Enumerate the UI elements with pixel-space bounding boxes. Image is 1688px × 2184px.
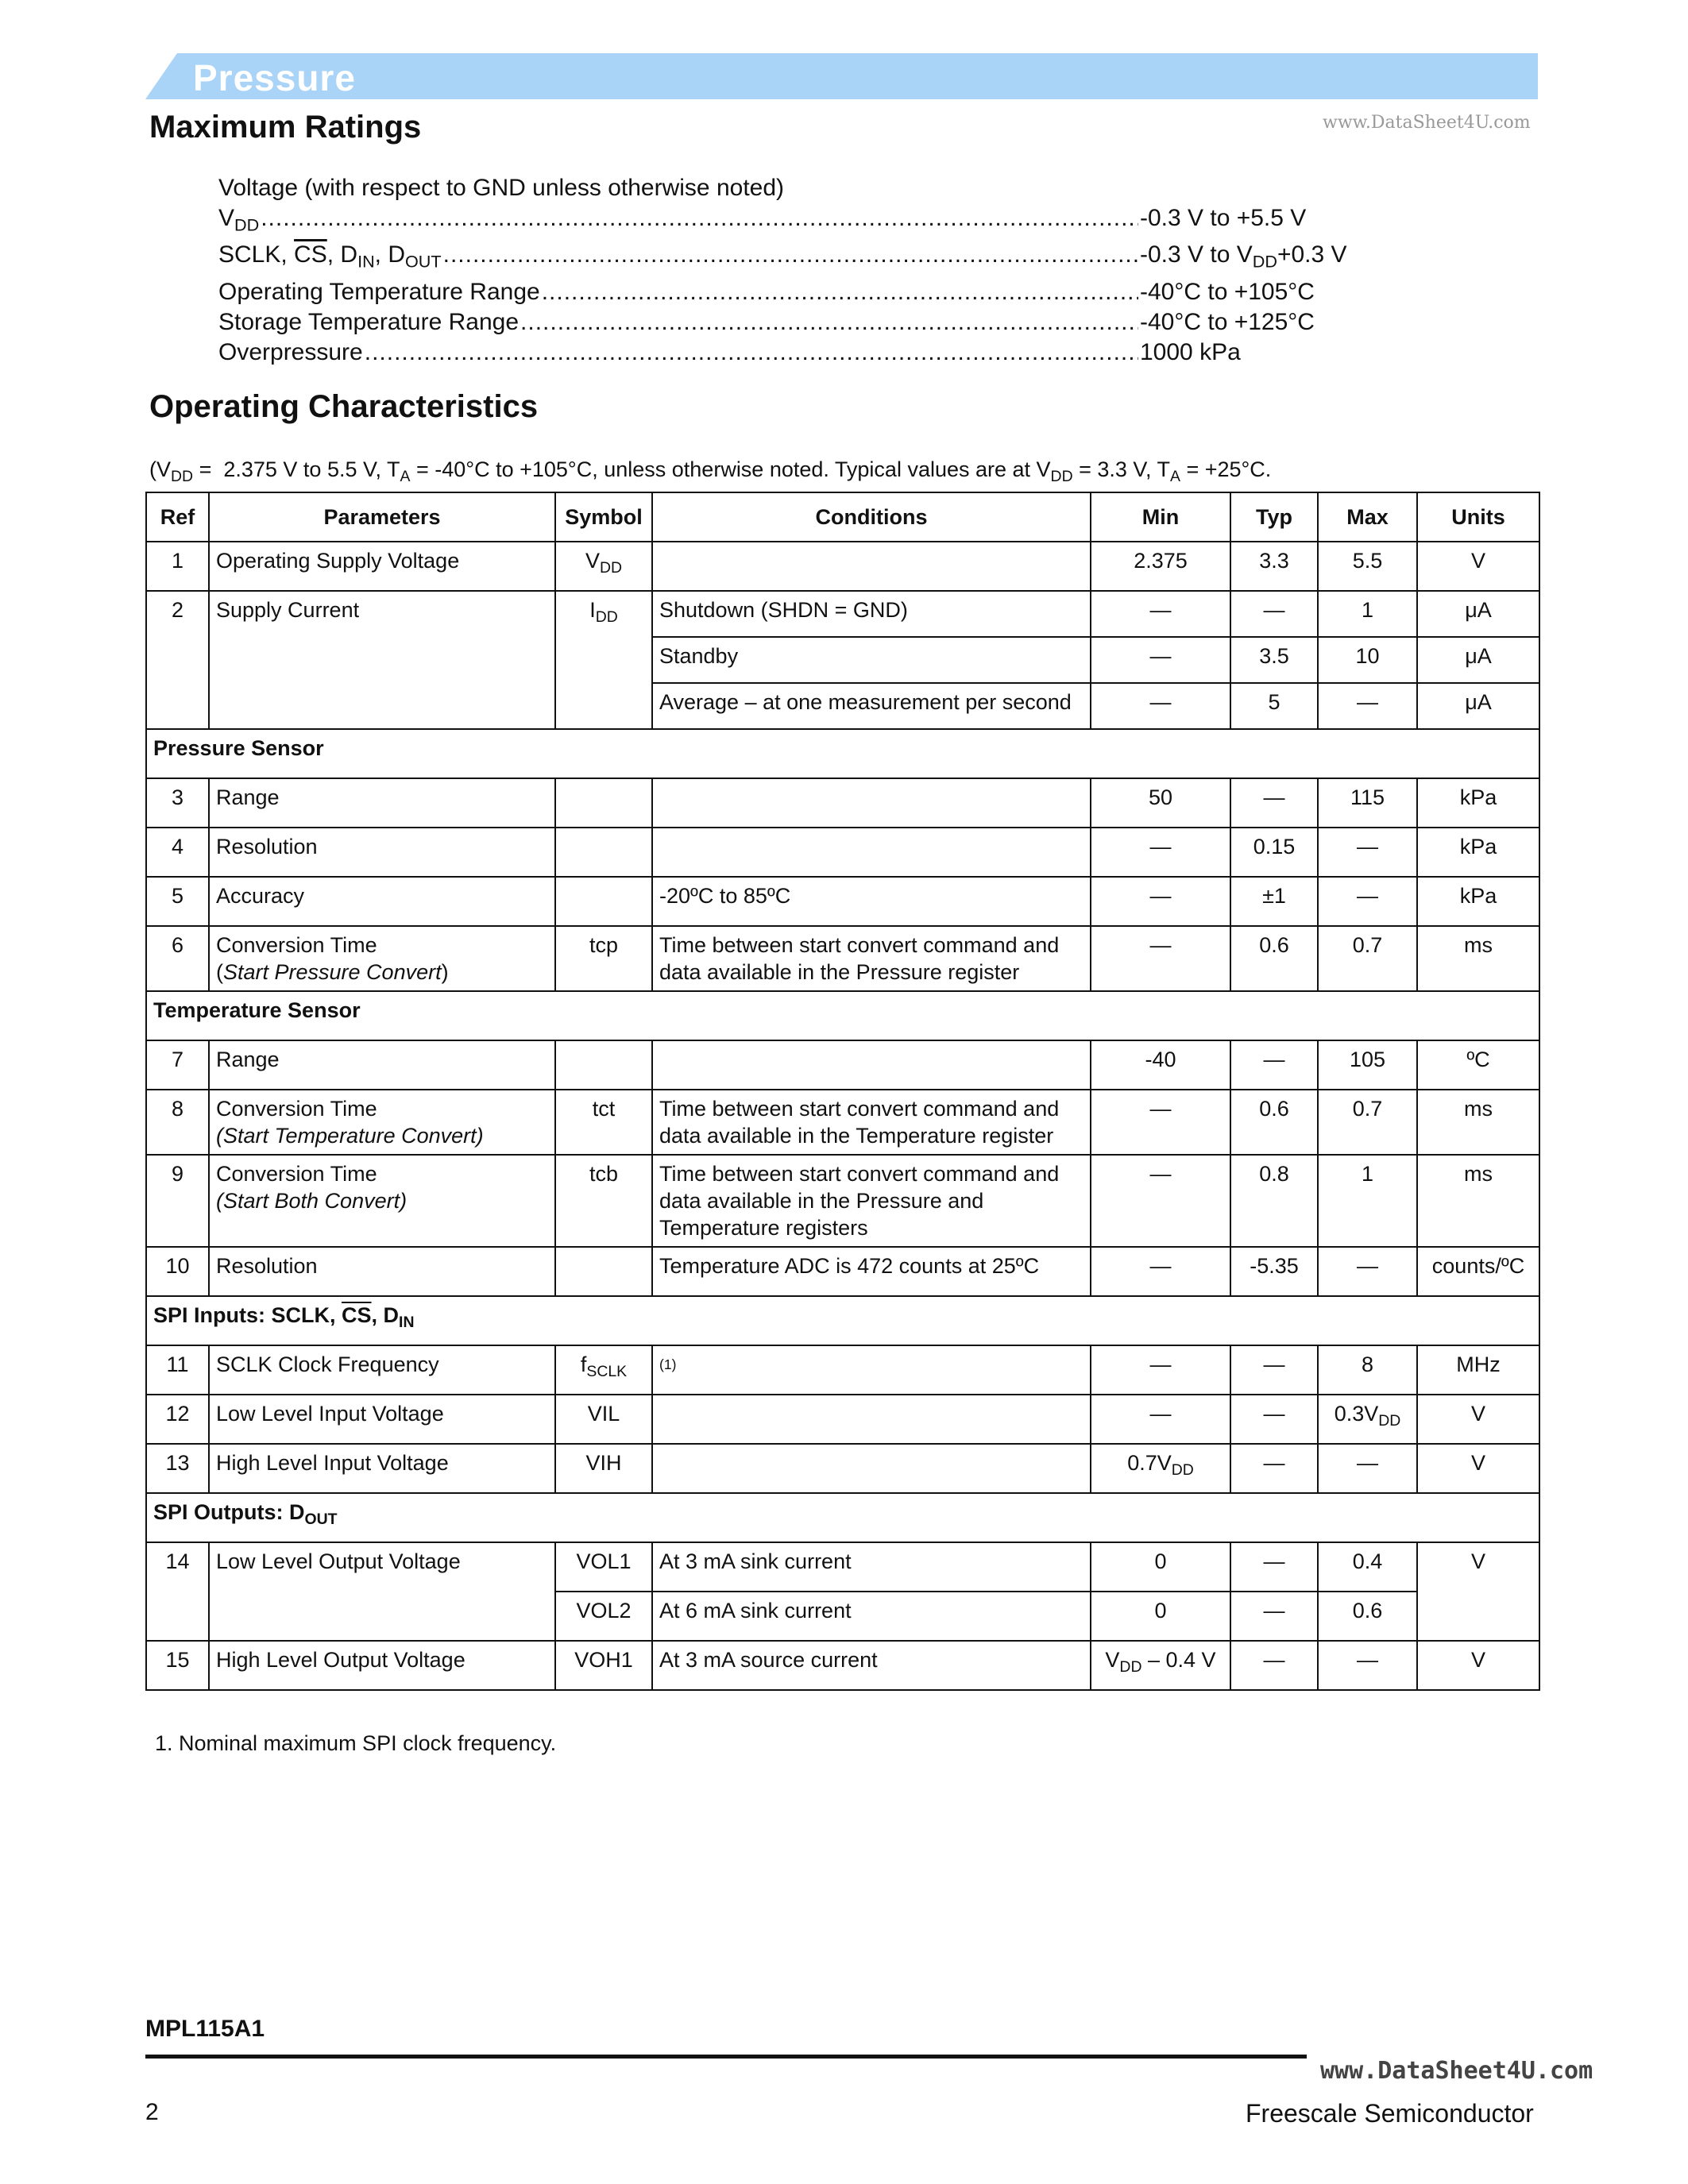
cell-cond: At 3 mA sink current: [652, 1542, 1091, 1592]
cell-typ: —: [1230, 1641, 1318, 1690]
cell-typ: 5: [1230, 683, 1318, 729]
param-subtitle: (Start Temperature Convert): [216, 1124, 484, 1148]
table-row: [146, 591, 1539, 637]
cell-max: —: [1318, 877, 1417, 926]
cell-min: —: [1091, 877, 1230, 926]
header-row: [146, 492, 1539, 542]
rating-row: [218, 277, 1378, 307]
cell-typ: 0.15: [1230, 828, 1318, 877]
cell-symbol: VIL: [555, 1395, 652, 1444]
param-subtitle: (Start Pressure Convert): [216, 960, 449, 984]
cell-typ: —: [1230, 1592, 1318, 1641]
rating-value: -40°C to +105°C: [1140, 278, 1315, 305]
cell-units: V: [1417, 1542, 1539, 1641]
cell-param: [209, 1155, 555, 1247]
rating-row: [218, 338, 1378, 368]
cell-symbol: [555, 1040, 652, 1090]
rating-label: Overpressure: [218, 338, 363, 365]
max-ratings-list: [218, 173, 1378, 368]
cell-ref: 7: [146, 1040, 209, 1090]
cell-symbol: tct: [555, 1090, 652, 1155]
param-name: Conversion Time: [216, 1162, 377, 1186]
cell-cond: Time between start convert command and data available in the Pressure register: [652, 926, 1091, 991]
rating-row: [218, 307, 1378, 338]
cell-min: —: [1091, 1155, 1230, 1247]
cell-cond: Shutdown (SHDN = GND): [652, 591, 1091, 637]
rating-value: 1000 kPa: [1140, 338, 1241, 365]
cell-ref: 11: [146, 1345, 209, 1395]
param-subtitle: (Start Both Convert): [216, 1189, 408, 1213]
cell-cond: [652, 1395, 1091, 1444]
table-row: [146, 1090, 1539, 1155]
operating-characteristics-table: [145, 492, 1540, 1691]
table-row: [146, 1345, 1539, 1395]
cell-min: —: [1091, 637, 1230, 683]
cell-units: V: [1417, 1641, 1539, 1690]
table-row: [146, 1395, 1539, 1444]
cell-cond: Time between start convert command and data available in the Temperature register: [652, 1090, 1091, 1155]
param-subtitle-text: Start Pressure Convert: [223, 960, 442, 984]
cell-ref: 12: [146, 1395, 209, 1444]
cell-min: $0.7V_{DD}$: [1091, 1444, 1230, 1493]
cell-param: High Level Output Voltage: [209, 1641, 555, 1690]
section-label: SPI Outputs: $D_{OUT}$: [146, 1493, 1539, 1542]
cell-max: 105: [1318, 1040, 1417, 1090]
cell-symbol: tcp: [555, 926, 652, 991]
cell-min: —: [1091, 828, 1230, 877]
watermark-top: www.DataSheet4U.com: [1323, 113, 1531, 133]
cell-symbol: VOL2: [555, 1592, 652, 1641]
section-label: SPI Inputs: SCLK, $\overline{CS}$, $D_{IN}$: [146, 1296, 1539, 1345]
rating-value: -40°C to +125°C: [1140, 308, 1315, 335]
cell-max: 1: [1318, 591, 1417, 637]
cell-cond: [652, 828, 1091, 877]
cell-symbol: VIH: [555, 1444, 652, 1493]
cell-typ: —: [1230, 1444, 1318, 1493]
watermark-bottom: www.DataSheet4U.com: [1320, 2057, 1593, 2085]
table-row: [146, 877, 1539, 926]
cell-units: ms: [1417, 1090, 1539, 1155]
max-ratings-heading: Maximum Ratings: [149, 110, 422, 145]
cell-typ: 3.5: [1230, 637, 1318, 683]
cell-ref: 13: [146, 1444, 209, 1493]
cell-units: kPa: [1417, 828, 1539, 877]
cell-symbol: $V_{DD}$: [555, 542, 652, 591]
table-row: [146, 1641, 1539, 1690]
table-row: [146, 778, 1539, 828]
cell-units: kPa: [1417, 778, 1539, 828]
cell-param: Range: [209, 778, 555, 828]
cell-max: 0.7: [1318, 1090, 1417, 1155]
cell-cond: Average – at one measurement per second: [652, 683, 1091, 729]
cell-min: —: [1091, 1247, 1230, 1296]
col-header: Parameters: [209, 492, 555, 542]
cell-ref: 15: [146, 1641, 209, 1690]
cell-min: —: [1091, 591, 1230, 637]
cell-units: V: [1417, 542, 1539, 591]
cell-max: 5.5: [1318, 542, 1417, 591]
cell-units: ºC: [1417, 1040, 1539, 1090]
table-row: [146, 542, 1539, 591]
cell-typ: ±1: [1230, 877, 1318, 926]
section-title: Pressure: [193, 57, 356, 98]
cell-max: —: [1318, 683, 1417, 729]
rating-value: -0.3 V to +5.5 V: [1140, 205, 1307, 231]
cell-units: μA: [1417, 683, 1539, 729]
cell-cond: [652, 778, 1091, 828]
cell-typ: —: [1230, 1542, 1318, 1592]
section-row: [146, 991, 1539, 1040]
cell-ref: 10: [146, 1247, 209, 1296]
cell-ref: 5: [146, 877, 209, 926]
cell-cond: [652, 1345, 1091, 1395]
section-row: [146, 729, 1539, 778]
company-name: Freescale Semiconductor: [1246, 2099, 1534, 2128]
cell-typ: 0.8: [1230, 1155, 1318, 1247]
section-label: Pressure Sensor: [146, 729, 1539, 778]
cell-ref: 4: [146, 828, 209, 877]
cell-param: SCLK Clock Frequency: [209, 1345, 555, 1395]
cell-param: Resolution: [209, 1247, 555, 1296]
cell-symbol: tcb: [555, 1155, 652, 1247]
cell-cond: At 6 mA sink current: [652, 1592, 1091, 1641]
footnote: 1. Nominal maximum SPI clock frequency.: [155, 1731, 557, 1755]
cell-param: Resolution: [209, 828, 555, 877]
cell-ref: 9: [146, 1155, 209, 1247]
cell-min: $V_{DD} - 0.4$ V: [1091, 1641, 1230, 1690]
cell-ref: 1: [146, 542, 209, 591]
cell-symbol: VOL1: [555, 1542, 652, 1592]
table-row: [146, 1444, 1539, 1493]
section-row: [146, 1296, 1539, 1345]
cell-param: Range: [209, 1040, 555, 1090]
cell-units: μA: [1417, 591, 1539, 637]
cell-param: Accuracy: [209, 877, 555, 926]
cell-cond: [652, 1040, 1091, 1090]
rating-label: $V_{DD}$: [218, 205, 260, 235]
footer-rule: [145, 2055, 1307, 2059]
col-header: Ref: [146, 492, 209, 542]
table-row: [146, 926, 1539, 991]
cell-typ: —: [1230, 778, 1318, 828]
cell-symbol: [555, 1247, 652, 1296]
ratings-intro: Voltage (with respect to GND unless otherwise noted): [218, 175, 785, 201]
rating-value: -0.3 V to $V_{DD}+0.3$ V: [1140, 241, 1347, 272]
cell-ref: 8: [146, 1090, 209, 1155]
cell-max: 1: [1318, 1155, 1417, 1247]
cell-symbol: [555, 828, 652, 877]
param-name: Conversion Time: [216, 933, 377, 957]
cell-ref: 3: [146, 778, 209, 828]
cell-max: —: [1318, 828, 1417, 877]
cell-min: —: [1091, 926, 1230, 991]
cell-param: [209, 926, 555, 991]
cell-max: —: [1318, 1444, 1417, 1493]
cell-param: Operating Supply Voltage: [209, 542, 555, 591]
col-header: Max: [1318, 492, 1417, 542]
cell-typ: 3.3: [1230, 542, 1318, 591]
cell-min: 2.375: [1091, 542, 1230, 591]
cell-typ: —: [1230, 1040, 1318, 1090]
cell-typ: —: [1230, 1395, 1318, 1444]
cell-min: —: [1091, 1090, 1230, 1155]
cell-max: 0.7: [1318, 926, 1417, 991]
cell-max: $0.3V_{DD}$: [1318, 1395, 1417, 1444]
cell-typ: 0.6: [1230, 1090, 1318, 1155]
cell-symbol: [555, 778, 652, 828]
conditions-note: ($V_{DD} = 2.375$ V to 5.5 V, $T_A = -40^\circ C$ to +105°C, unless otherwise noted. Typical values are at $V_{DD} = 3.3$ V, $T_A = +25^\circ C$.: [149, 457, 1272, 485]
col-header: Symbol: [555, 492, 652, 542]
cell-min: 0: [1091, 1542, 1230, 1592]
col-header: Units: [1417, 492, 1539, 542]
cell-max: 0.6: [1318, 1592, 1417, 1641]
cell-units: V: [1417, 1395, 1539, 1444]
table-row: [146, 1542, 1539, 1592]
cell-max: 115: [1318, 778, 1417, 828]
param-name: Conversion Time: [216, 1097, 377, 1121]
cell-cond: At 3 mA source current: [652, 1641, 1091, 1690]
cell-ref: 2: [146, 591, 209, 729]
cell-typ: -5.35: [1230, 1247, 1318, 1296]
page-number: 2: [145, 2099, 159, 2125]
cell-min: -40: [1091, 1040, 1230, 1090]
cell-units: counts/ºC: [1417, 1247, 1539, 1296]
table-row: [146, 1040, 1539, 1090]
table-row: [146, 828, 1539, 877]
cell-units: ms: [1417, 1155, 1539, 1247]
cell-cond: Standby: [652, 637, 1091, 683]
cell-typ: —: [1230, 591, 1318, 637]
cell-typ: 0.6: [1230, 926, 1318, 991]
cell-max: 0.4: [1318, 1542, 1417, 1592]
section-label: Temperature Sensor: [146, 991, 1539, 1040]
cell-symbol: $f_{SCLK}$: [555, 1345, 652, 1395]
table-row: [146, 1247, 1539, 1296]
cell-ref: 14: [146, 1542, 209, 1641]
banner-notch: [145, 53, 177, 99]
cell-param: [209, 1090, 555, 1155]
cell-max: 10: [1318, 637, 1417, 683]
table-row: [146, 1155, 1539, 1247]
cell-typ: —: [1230, 1345, 1318, 1395]
cell-min: —: [1091, 683, 1230, 729]
cell-units: ms: [1417, 926, 1539, 991]
cell-units: V: [1417, 1444, 1539, 1493]
cell-min: 0: [1091, 1592, 1230, 1641]
cell-symbol: [555, 877, 652, 926]
op-char-heading: Operating Characteristics: [149, 389, 539, 424]
cell-param: Low Level Output Voltage: [209, 1542, 555, 1641]
cell-max: —: [1318, 1247, 1417, 1296]
cell-min: 50: [1091, 778, 1230, 828]
cell-param: Supply Current: [209, 591, 555, 729]
col-header: Conditions: [652, 492, 1091, 542]
footnote-ref: (1): [659, 1356, 677, 1372]
cell-min: —: [1091, 1345, 1230, 1395]
col-header: Min: [1091, 492, 1230, 542]
cell-units: MHz: [1417, 1345, 1539, 1395]
cell-param: High Level Input Voltage: [209, 1444, 555, 1493]
cell-symbol: $I_{DD}$: [555, 591, 652, 729]
rating-row: [218, 240, 1378, 276]
cell-cond: Time between start convert command and data available in the Pressure and Temperature registers: [652, 1155, 1091, 1247]
rating-label: Storage Temperature Range: [218, 308, 520, 335]
cell-units: μA: [1417, 637, 1539, 683]
cell-max: 8: [1318, 1345, 1417, 1395]
section-row: [146, 1493, 1539, 1542]
cell-cond: [652, 542, 1091, 591]
col-header: Typ: [1230, 492, 1318, 542]
part-number: MPL115A1: [145, 2016, 265, 2042]
rating-row: [218, 203, 1378, 240]
cell-units: kPa: [1417, 877, 1539, 926]
cell-symbol: VOH1: [555, 1641, 652, 1690]
cell-min: —: [1091, 1395, 1230, 1444]
rating-label: Operating Temperature Range: [218, 278, 540, 305]
cell-ref: 6: [146, 926, 209, 991]
cell-cond: [652, 1444, 1091, 1493]
cell-cond: Temperature ADC is 472 counts at 25ºC: [652, 1247, 1091, 1296]
rating-label: SCLK, $\overline{CS}$, $D_{IN}$, $D_{OUT}$: [218, 241, 442, 272]
cell-param: Low Level Input Voltage: [209, 1395, 555, 1444]
cell-max: —: [1318, 1641, 1417, 1690]
section-banner: [145, 53, 1538, 99]
cell-cond: -20ºC to 85ºC: [652, 877, 1091, 926]
